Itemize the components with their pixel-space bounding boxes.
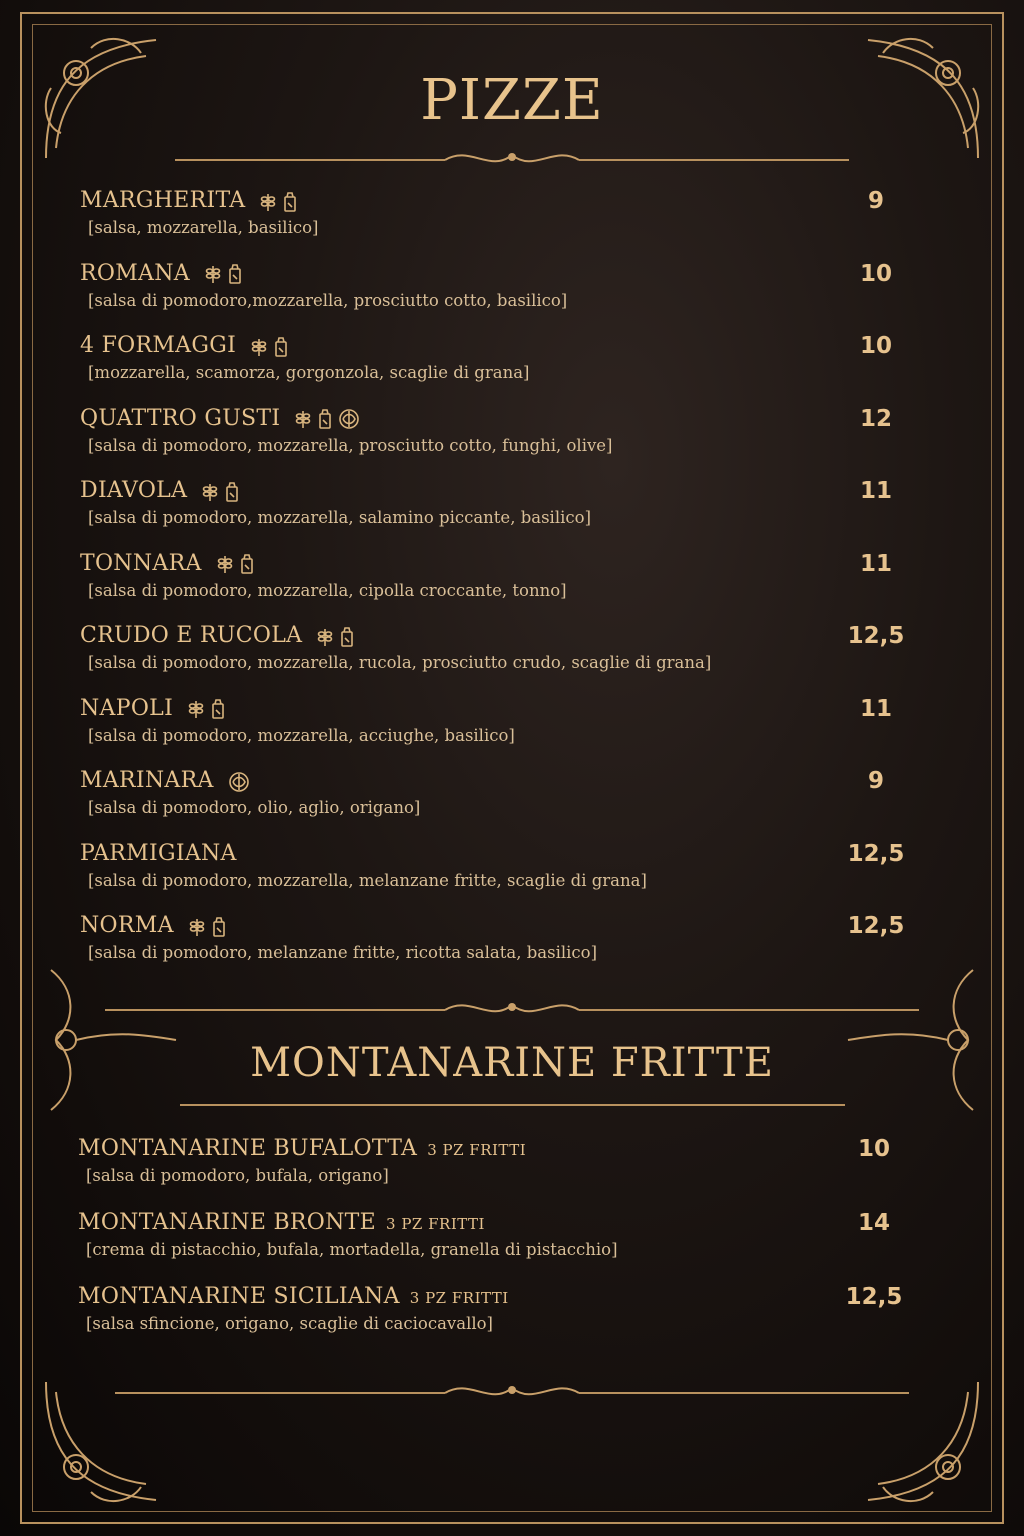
menu-item	[80, 333, 930, 393]
item-name	[80, 478, 245, 504]
item-ingredients: [crema di pistacchio, bufala, mortadella, granella di pistacchio]	[86, 1240, 618, 1259]
wheat-icon	[316, 626, 334, 648]
menu-item	[80, 913, 930, 973]
item-ingredients: [salsa di pomodoro, melanzane fritte, ricotta salata, basilico]	[88, 943, 598, 962]
item-ingredients: [salsa di pomodoro, mozzarella, salamino piccante, basilico]	[88, 508, 592, 527]
wheat-icon	[201, 481, 219, 503]
milk-icon	[281, 191, 299, 213]
item-price: 9	[867, 768, 884, 794]
wheat-icon	[294, 408, 312, 430]
item-name-text: MARGHERITA	[80, 188, 246, 213]
item-ingredients: [salsa sfincione, origano, scaglie di caciocavallo]	[86, 1314, 493, 1333]
item-name-text: MONTANARINE BUFALOTTA	[78, 1136, 418, 1161]
divider-ornament	[0, 145, 1024, 175]
item-price: 12	[859, 405, 892, 432]
item-price: 12,5	[847, 840, 905, 867]
item-name	[78, 1210, 485, 1235]
allergen-icons	[259, 189, 303, 214]
item-ingredients: [salsa di pomodoro, olio, aglio, origano]	[88, 798, 421, 817]
item-price: 14	[857, 1210, 890, 1236]
milk-icon	[238, 553, 256, 575]
item-name-text: DIAVOLA	[80, 478, 188, 503]
milk-icon	[223, 481, 241, 503]
item-name	[80, 188, 303, 214]
wheat-icon	[187, 698, 205, 720]
divider-line	[0, 1090, 1024, 1120]
item-price: 10	[857, 1136, 890, 1162]
menu-item	[78, 1136, 928, 1196]
item-name	[80, 261, 248, 287]
item-name	[80, 913, 232, 939]
wheat-icon	[259, 191, 277, 213]
milk-icon	[209, 698, 227, 720]
allergen-icons	[216, 551, 260, 576]
item-name-text: MARINARA	[80, 768, 214, 793]
item-name	[80, 333, 294, 359]
milk-icon	[272, 336, 290, 358]
menu-item	[80, 551, 930, 611]
menu-item	[80, 623, 930, 683]
section-title-montanarine: MONTANARINE FRITTE	[250, 1040, 774, 1086]
milk-icon	[338, 626, 356, 648]
allergen-icons	[188, 914, 232, 939]
allergen-icons	[204, 261, 248, 286]
item-name	[78, 1284, 509, 1309]
item-name-text: NAPOLI	[80, 695, 174, 721]
divider-ornament	[0, 1378, 1024, 1408]
allergen-icons	[316, 624, 360, 649]
item-price: 12,5	[847, 913, 905, 939]
item-ingredients: [salsa di pomodoro, mozzarella, melanzane fritte, scaglie di grana]	[88, 870, 647, 890]
menu-item	[78, 1284, 928, 1344]
item-name-text: QUATTRO GUSTI	[80, 405, 281, 431]
item-name-text: NORMA	[80, 913, 174, 938]
item-price: 12,5	[847, 623, 905, 649]
item-name-text: TONNARA	[80, 550, 202, 576]
item-ingredients: [salsa di pomodoro, mozzarella, prosciutto cotto, funghi, olive]	[88, 435, 613, 455]
item-ingredients: [salsa di pomodoro, bufala, origano]	[86, 1166, 389, 1185]
item-price: 11	[859, 550, 892, 577]
menu-item	[80, 841, 930, 901]
item-name	[80, 623, 360, 649]
wheat-icon	[250, 336, 268, 358]
item-name-text: CRUDO E RUCOLA	[80, 623, 303, 648]
menu-item	[80, 768, 930, 828]
wheat-icon	[204, 263, 222, 285]
menu-item	[80, 696, 930, 756]
item-name-text: PARMIGIANA	[80, 840, 237, 866]
item-quantity: 3 PZ FRITTI	[409, 1289, 509, 1307]
wheat-icon	[188, 916, 206, 938]
item-price: 11	[859, 478, 892, 504]
item-name	[78, 1136, 526, 1161]
menu-item	[80, 406, 930, 466]
milk-icon	[316, 408, 334, 430]
wheat-icon	[216, 553, 234, 575]
menu-item	[80, 261, 930, 321]
item-name-text: ROMANA	[80, 260, 190, 286]
milk-icon	[226, 263, 244, 285]
item-ingredients: [salsa di pomodoro, mozzarella, rucola, prosciutto crudo, scaglie di grana]	[88, 653, 712, 672]
item-price: 10	[859, 333, 892, 359]
item-ingredients: [salsa di pomodoro,mozzarella, prosciutto cotto, basilico]	[88, 290, 568, 310]
item-price: 12,5	[845, 1284, 903, 1310]
item-name	[80, 696, 231, 722]
menu-item	[80, 478, 930, 538]
item-name	[80, 768, 254, 794]
menu-item	[78, 1210, 928, 1270]
item-price: 11	[859, 695, 892, 722]
item-quantity: 3 PZ FRITTI	[427, 1141, 527, 1159]
item-name	[80, 841, 237, 866]
item-name-text: MONTANARINE SICILIANA	[78, 1284, 400, 1309]
allergen-icons	[250, 334, 294, 359]
item-ingredients: [salsa di pomodoro, mozzarella, cipolla croccante, tonno]	[88, 580, 567, 600]
item-name	[80, 406, 364, 432]
item-name	[80, 551, 260, 577]
item-price: 9	[867, 188, 884, 214]
item-quantity: 3 PZ FRITTI	[386, 1215, 485, 1233]
section-title-pizze: PIZZE	[420, 68, 604, 133]
allergen-icons	[228, 769, 254, 794]
allergen-icons	[187, 696, 231, 721]
allergen-icons	[294, 406, 364, 431]
allergen-icons	[201, 479, 245, 504]
vegan-icon	[228, 771, 250, 793]
item-name-text: 4 FORMAGGI	[80, 333, 237, 358]
item-ingredients: [salsa, mozzarella, basilico]	[88, 218, 319, 237]
item-price: 10	[859, 260, 892, 287]
item-ingredients: [salsa di pomodoro, mozzarella, acciughe, basilico]	[88, 725, 515, 745]
milk-icon	[210, 916, 228, 938]
menu-item	[80, 188, 930, 248]
item-name-text: MONTANARINE BRONTE	[78, 1210, 377, 1235]
vegan-icon	[338, 408, 360, 430]
item-ingredients: [mozzarella, scamorza, gorgonzola, scaglie di grana]	[88, 363, 530, 382]
divider-ornament	[0, 995, 1024, 1025]
